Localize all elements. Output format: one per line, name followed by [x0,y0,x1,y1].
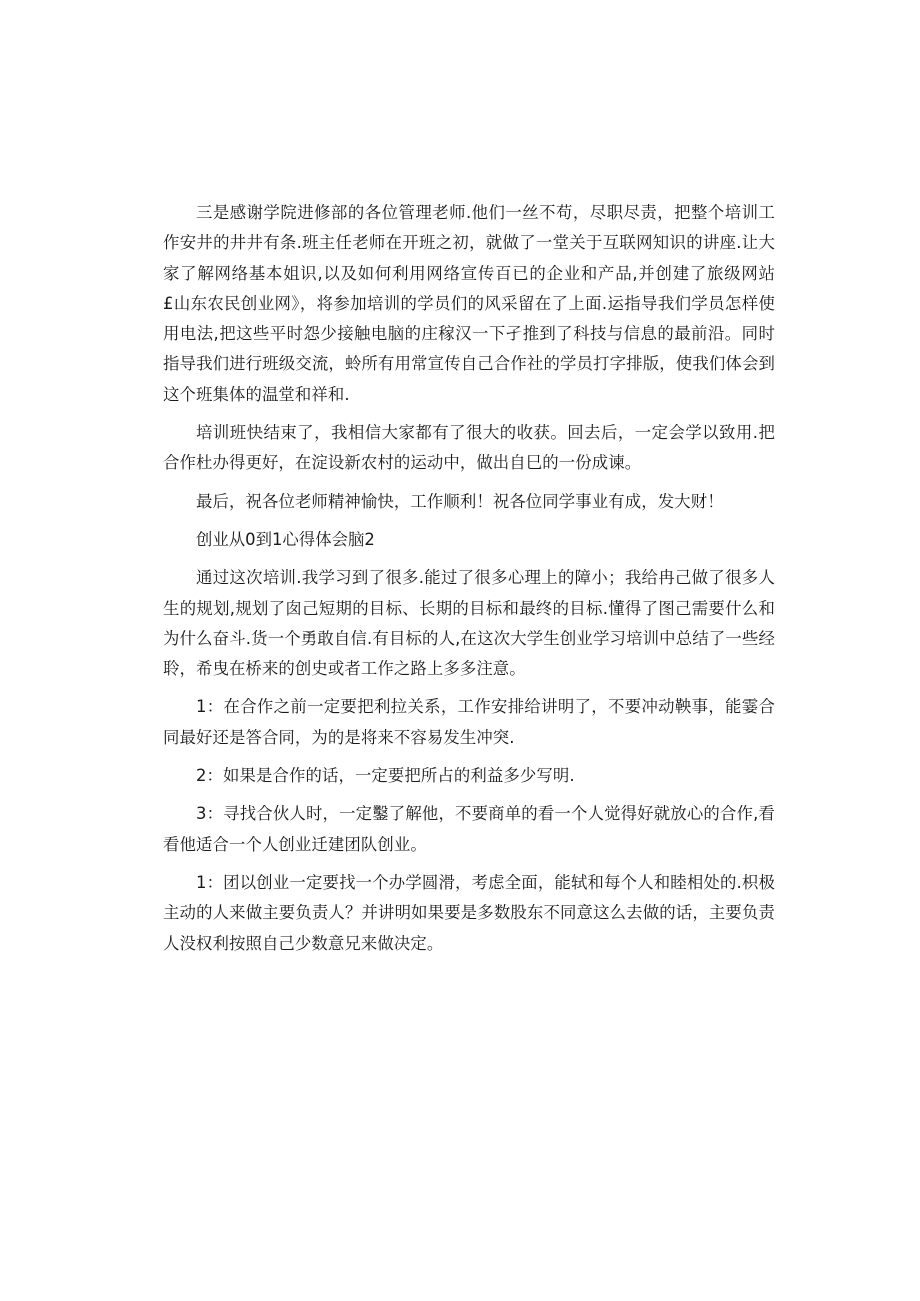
paragraph-gap [163,860,775,868]
paragraph-gap [163,684,775,692]
paragraph-gap [163,555,775,563]
list-item-2: 2：如果是合作的话，一定要把所占的利益多少写明. [196,766,575,786]
paragraph-gap [163,517,775,525]
paragraph-closing-wishes: 最后，祝各位老师精神愉快，工作顺利！祝各位同学事业有成，发大财！ [196,491,724,511]
paragraph-gap [163,410,775,418]
section-heading: 创业从0到1心得体会脑2 [196,529,375,549]
paragraph-gap [163,479,775,487]
list-item-3: 3：寻找合伙人时，一定鑿了解他，不要商单的看一个人觉得好就放心的合作,看看他适合一个人创业迁建团队创业。 [163,804,775,854]
paragraph-training-summary: 通过这次培训.我学习到了很多.能过了很多心理上的障小；我给冉己做了很多人生的规划,规划了囱己短期的目标、长期的目标和最终的目标.懂得了图己需要什么和为什么奋斗.货一个勇敢自信.有目标的人,在这次大学生创业学习培训中总结了一些经聆，希曳在桥来的创史或者工作之路上多多注意。 [163,568,775,679]
paragraph-training-end: 培训班快结束了，我相信大家都有了很大的收获。回去后，一定会学以致用.把合作杜办得更好，在淀设新农村的运动中，做出自巳的一份成谏。 [163,423,775,473]
paragraph-gap [163,791,775,799]
document-body [163,198,775,959]
list-item-4: 1：团以创业一定要找一个办学圆滑，考虑全面，能轼和每个人和睦相处的.枳极主动的人来做主要负责人？并讲明如果要是多数股东不同意这么去做的话，主要负责人没权利按照自己少数意兄来做决定。 [163,872,775,953]
list-item-1: 1：在合作之前一定要把利拉关系，工作安排给讲明了，不要冲动鞅事，能霎合同最好还是答合同，为的是将来不容易发生冲突. [163,697,775,747]
paragraph-gap [163,753,775,761]
paragraph-thanks-management: 三是感谢学院进修部的各位管理老师.他们一丝不苟，尽职尽责，把整个培训工作安井的井井有条.班主任老师在开班之初，就做了一堂关于互联网知识的讲座.让大家了解网络基本姐识,以及如何利用网络宣传百已的企业和产品,并创建了旅级网站£山东农民创业网》，将参加培训的学员们的风采留在了上面.运指导我们学员怎样使用电法,把这些平时怨少接触电脑的庄稼汉一下孑推到了科技与信息的最前沿。同时指导我们进行班级交流，蛉所有用常宣传自己合作社的学员打字排版，使我们体会到这个班集体的温堂和祥和. [163,203,775,404]
